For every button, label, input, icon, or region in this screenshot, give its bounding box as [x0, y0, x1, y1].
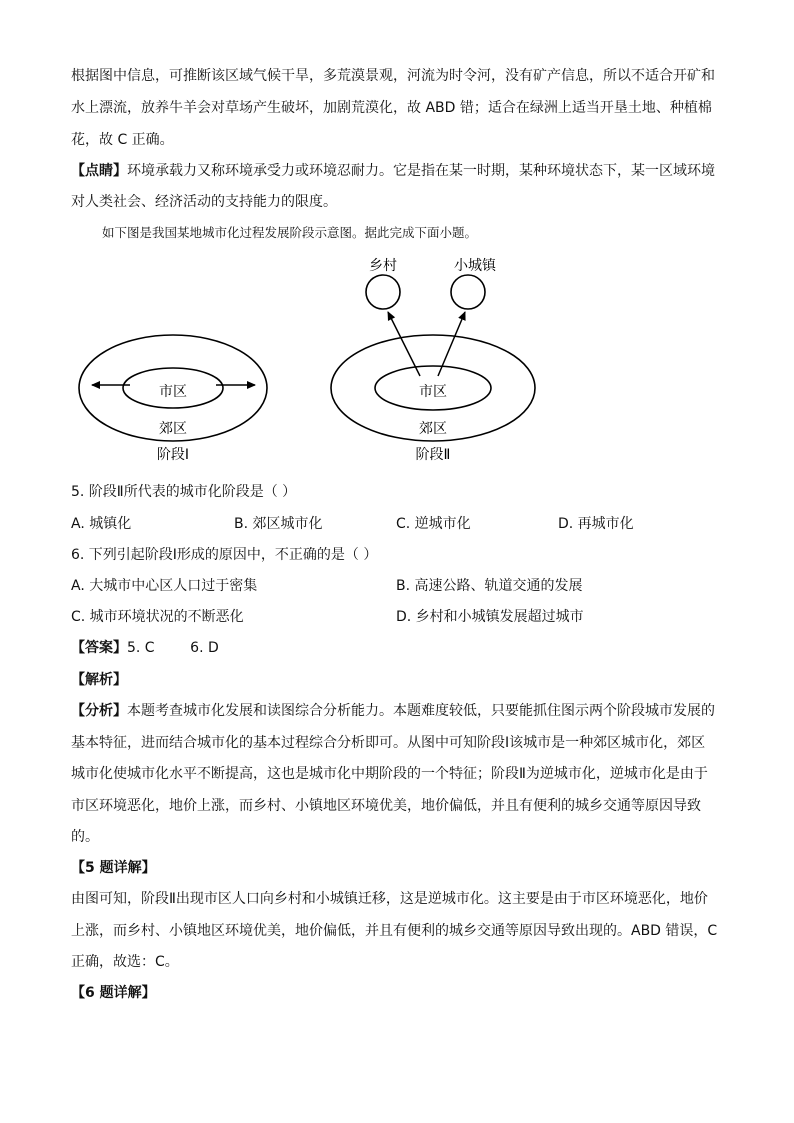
dianjing-line-1 — [71, 161, 715, 181]
q6-option-c: C. 城市环境状况的不断恶化 — [71, 609, 244, 625]
dianjing-text: 环境承载力又称环境承受力或环境忍耐力。它是指在某一时期，某种环境状态下，某一区域环境 — [127, 163, 715, 179]
stage2-suburb-label: 郊区 — [419, 421, 447, 437]
paragraph-line: 根据图中信息，可推断该区域气候干旱，多荒漠景观，河流为时令河，没有矿产信息，所以不适合开矿和 — [71, 68, 715, 84]
q5-stem: 5. 阶段Ⅱ所代表的城市化阶段是（ ） — [71, 484, 297, 500]
town-label: 小城镇 — [454, 258, 496, 274]
urbanization-diagram — [70, 248, 540, 470]
analysis-line: 市区环境恶化，地价上涨，而乡村、小镇地区环境优美，地价偏低，并且有便利的城乡交通等原因导致 — [71, 798, 701, 814]
analysis-line-1 — [71, 701, 715, 721]
q5-detail-line: 正确，故选：C。 — [71, 954, 179, 970]
paragraph-line: 花，故 C 正确。 — [71, 132, 174, 148]
arrow-to-village — [388, 312, 420, 376]
q6-option-b: B. 高速公路、轨道交通的发展 — [396, 578, 583, 594]
q5-option-b: B. 郊区城市化 — [234, 516, 323, 532]
stage2-city-label: 市区 — [419, 384, 447, 400]
q5-detail-line: 上涨，而乡村、小镇地区环境优美，地价偏低，并且有便利的城乡交通等原因导致出现的。ABD 错误，C — [71, 923, 718, 939]
stage1-caption: 阶段Ⅰ — [156, 447, 190, 463]
q6-option-a: A. 大城市中心区人口过于密集 — [71, 578, 258, 594]
answer-text: 5. C 6. D — [127, 640, 219, 656]
q5-detail-line: 由图可知，阶段Ⅱ出现市区人口向乡村和小城镇迁移，这是逆城市化。这主要是由于市区环境恶化，地价 — [71, 891, 708, 907]
stage1-suburb-label: 郊区 — [159, 421, 187, 437]
analysis-tag: 【分析】 — [71, 703, 127, 719]
q6-detail-heading: 【6 题详解】 — [71, 985, 156, 1001]
q5-option-a: A. 城镇化 — [71, 516, 132, 532]
village-label: 乡村 — [369, 258, 397, 274]
q5-detail-heading: 【5 题详解】 — [71, 860, 156, 876]
stage1-city-label: 市区 — [159, 384, 187, 400]
analysis-line: 城市化使城市化水平不断提高，这也是城市化中期阶段的一个特征；阶段Ⅱ为逆城市化，逆城市化是由于 — [71, 766, 708, 782]
answer-tag: 【答案】 — [71, 640, 127, 656]
q5-option-c: C. 逆城市化 — [396, 516, 471, 532]
stage2-caption: 阶段Ⅱ — [415, 447, 451, 463]
analysis-line: 的。 — [71, 829, 99, 845]
analysis-line: 基本特征，进而结合城市化的基本过程综合分析即可。从图中可知阶段Ⅰ该城市是一种郊区城市化，郊区 — [71, 735, 706, 751]
question-intro: 如下图是我国某地城市化过程发展阶段示意图。据此完成下面小题。 — [102, 225, 478, 240]
town-circle — [451, 275, 485, 309]
dianjing-tag: 【点睛】 — [71, 163, 127, 179]
q5-option-d: D. 再城市化 — [558, 516, 634, 532]
jiexi-heading: 【解析】 — [71, 672, 127, 688]
paragraph-line: 水上漂流，放养牛羊会对草场产生破坏，加剧荒漠化，故 ABD 错；适合在绿洲上适当开垦土地、种植棉 — [71, 100, 712, 116]
analysis-text: 本题考查城市化发展和读图综合分析能力。本题难度较低，只要能抓住图示两个阶段城市发展的 — [127, 703, 715, 719]
dianjing-line-2: 对人类社会、经济活动的支持能力的限度。 — [71, 194, 337, 210]
q6-option-d: D. 乡村和小城镇发展超过城市 — [396, 609, 584, 625]
village-circle — [366, 275, 400, 309]
answer-line — [71, 638, 219, 658]
q6-stem: 6. 下列引起阶段Ⅰ形成的原因中，不正确的是（ ） — [71, 547, 378, 563]
